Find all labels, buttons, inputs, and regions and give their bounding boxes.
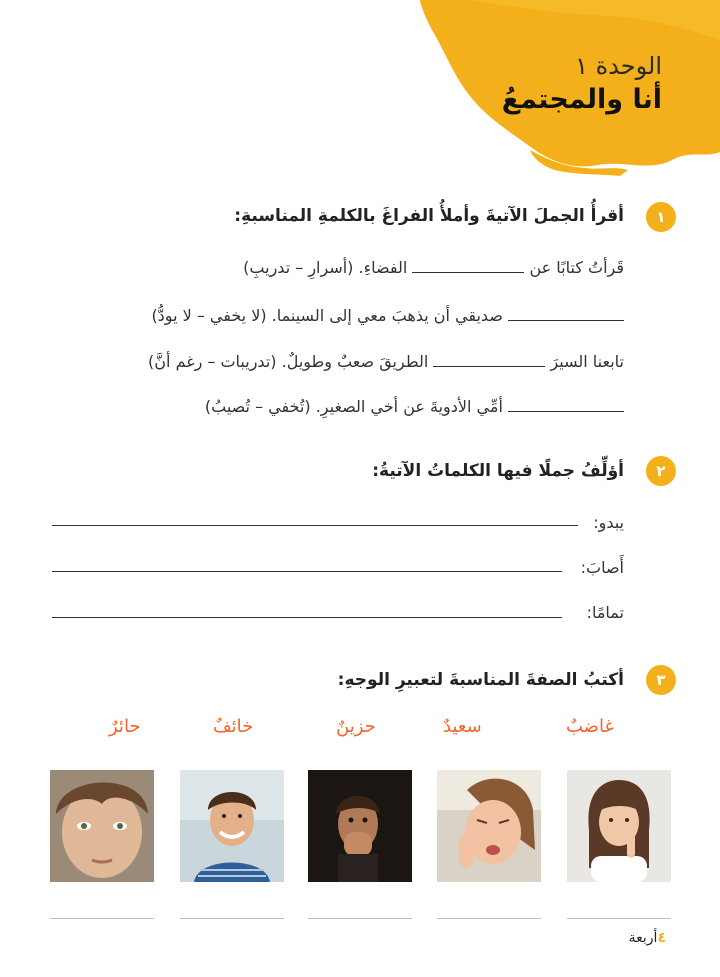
fill-blank[interactable] [508, 395, 624, 412]
page-number-word: أربعة [628, 930, 658, 946]
question-1-badge: ١ [646, 202, 676, 232]
writing-line[interactable] [52, 617, 562, 618]
page-number-digit: ٤ [657, 930, 666, 946]
sentence-text: صديقي أن يذهبَ معي إلى السينما. [271, 306, 503, 325]
writing-line[interactable] [52, 525, 578, 526]
question-1-title: أقرأُ الجملَ الآتيةَ وأملأُ الفراغَ بالكلمةِ المناسبةِ: [234, 206, 624, 226]
unit-title: أنا والمجتمعُ [501, 84, 662, 115]
sentence-text: قَرأتُ كتابًا عن [529, 258, 624, 277]
word-choices: (أسرارِ – تدريبِ) [243, 258, 354, 277]
page-number [629, 930, 666, 946]
sentence-text: أمِّي الأدويةَ عن أخي الصغيرِ. [315, 397, 503, 416]
q1-sentence-2 [151, 304, 624, 325]
photo-scared-boy [308, 770, 412, 882]
emotion-sad: حزينٌ [336, 716, 376, 737]
answer-line[interactable] [567, 918, 671, 919]
question-3-badge: ٣ [646, 665, 676, 695]
fill-blank[interactable] [412, 256, 524, 273]
word-choices: (تُخفي – تُصيبُ) [204, 397, 311, 416]
word-choices: (لا يخفي – لا يودُّ) [151, 306, 267, 325]
emotion-happy: سعيدٌ [443, 716, 482, 737]
emotion-scared: خائفٌ [213, 716, 254, 737]
photo-crying-child [437, 770, 541, 882]
q1-sentence-1 [243, 256, 624, 277]
fill-blank[interactable] [508, 304, 624, 321]
sentence-text: تابعنا السيرَ [550, 352, 624, 371]
emotion-confused: حائرٌ [109, 716, 141, 737]
question-2-title: أؤلِّفُ جملًا فيها الكلماتُ الآتيةُ: [372, 461, 624, 481]
answer-line[interactable] [308, 918, 412, 919]
photo-smiling-boy [180, 770, 284, 882]
q1-sentence-3 [148, 350, 624, 371]
answer-line[interactable] [180, 918, 284, 919]
word-label: يبدو: [593, 513, 624, 532]
word-label: أَصابَ: [580, 558, 624, 577]
q1-sentence-4 [205, 395, 624, 416]
answer-line[interactable] [50, 918, 154, 919]
sentence-text: الفضاءِ. [358, 258, 408, 277]
sentence-text: الطريقَ صعبٌ وطويلٌ. [281, 352, 429, 371]
writing-line[interactable] [52, 571, 562, 572]
fill-blank[interactable] [433, 350, 545, 367]
photo-serious-boy [50, 770, 154, 882]
word-choices: (تدريبات – رغم أنَّ) [148, 352, 277, 371]
word-label: تمامًا: [586, 603, 624, 622]
question-3-title: أكتبُ الصفةَ المناسبةَ لتعبيرِ الوجهِ: [337, 670, 624, 690]
emotion-angry: غاضبٌ [566, 716, 614, 737]
question-2-badge: ٢ [646, 456, 676, 486]
photo-thinking-girl [567, 770, 671, 882]
answer-line[interactable] [437, 918, 541, 919]
unit-label: الوحدة ١ [575, 52, 662, 80]
